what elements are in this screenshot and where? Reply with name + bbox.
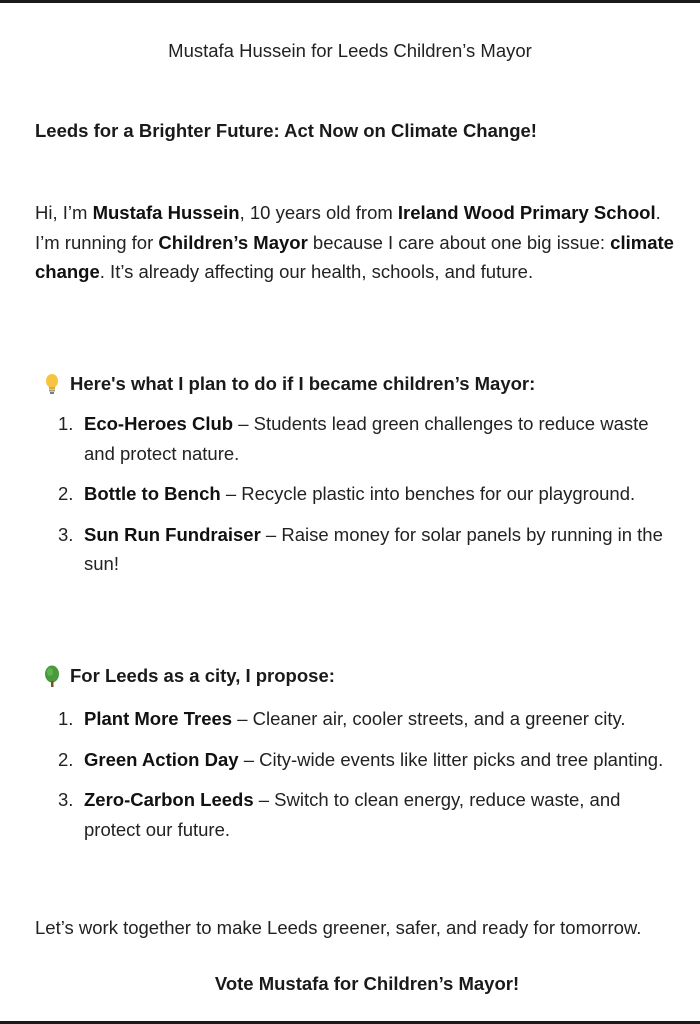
item-text: – Switch to clean energy, reduce waste, and protect our future. — [84, 789, 621, 840]
list-number: 1. — [58, 413, 74, 434]
city-plan-heading-text: For Leeds as a city, I propose: — [70, 665, 335, 686]
intro-text: . I’m running for — [35, 202, 661, 253]
list-item — [58, 704, 670, 734]
city-plan-list — [58, 704, 670, 855]
item-text: – City-wide events like litter picks and tree planting. — [238, 748, 664, 770]
school-name: Ireland Wood Primary School — [397, 202, 656, 223]
item-text: – Students lead green challenges to reduce waste and protect nature. — [84, 413, 649, 464]
school-plan-heading — [43, 373, 535, 395]
item-title: Green Action Day — [84, 748, 239, 770]
list-number: 1. — [58, 708, 74, 729]
item-title: Bottle to Bench — [84, 483, 221, 504]
list-item — [58, 745, 670, 775]
intro-text: because I care about one big issue: — [307, 231, 611, 253]
item-title: Zero-Carbon Leeds — [84, 789, 254, 810]
intro-text: . It’s already affecting our health, schools, and future. — [99, 261, 534, 282]
school-plan-heading-text: Here's what I plan to do if I became children’s Mayor: — [70, 373, 536, 394]
lightbulb-icon — [43, 373, 61, 395]
list-item — [58, 409, 670, 468]
item-text: – Raise money for solar panels by running in the sun! — [84, 523, 663, 574]
school-plan-list — [58, 409, 670, 590]
item-text: – Cleaner air, cooler streets, and a greener city. — [232, 708, 626, 729]
list-number: 2. — [58, 748, 74, 770]
intro-paragraph — [35, 198, 675, 287]
vote-call: Vote Mustafa for Children’s Mayor! — [214, 973, 520, 994]
list-item — [58, 785, 670, 844]
page-title: Mustafa Hussein for Leeds Children’s Mayor — [168, 40, 532, 61]
list-number: 2. — [58, 483, 74, 504]
intro-text: , 10 years old from — [239, 202, 398, 223]
role-name: Children’s Mayor — [158, 231, 308, 253]
closing-paragraph: Let’s work together to make Leeds greener, safer, and ready for tomorrow. — [35, 917, 642, 938]
list-number: 3. — [58, 523, 74, 545]
issue-name: climate change — [35, 231, 674, 282]
item-title: Eco-Heroes Club — [84, 413, 234, 434]
intro-text: Hi, I’m — [35, 202, 93, 223]
list-number: 3. — [58, 789, 74, 810]
item-text: – Recycle plastic into benches for our playground. — [220, 483, 636, 504]
list-item — [58, 479, 670, 509]
list-item — [58, 520, 670, 579]
tree-icon — [43, 665, 61, 687]
item-title: Plant More Trees — [84, 708, 233, 729]
city-plan-heading — [43, 665, 335, 687]
item-title: Sun Run Fundraiser — [84, 523, 261, 545]
candidate-name: Mustafa Hussein — [92, 202, 240, 223]
headline: Leeds for a Brighter Future: Act Now on Climate Change! — [35, 120, 537, 141]
